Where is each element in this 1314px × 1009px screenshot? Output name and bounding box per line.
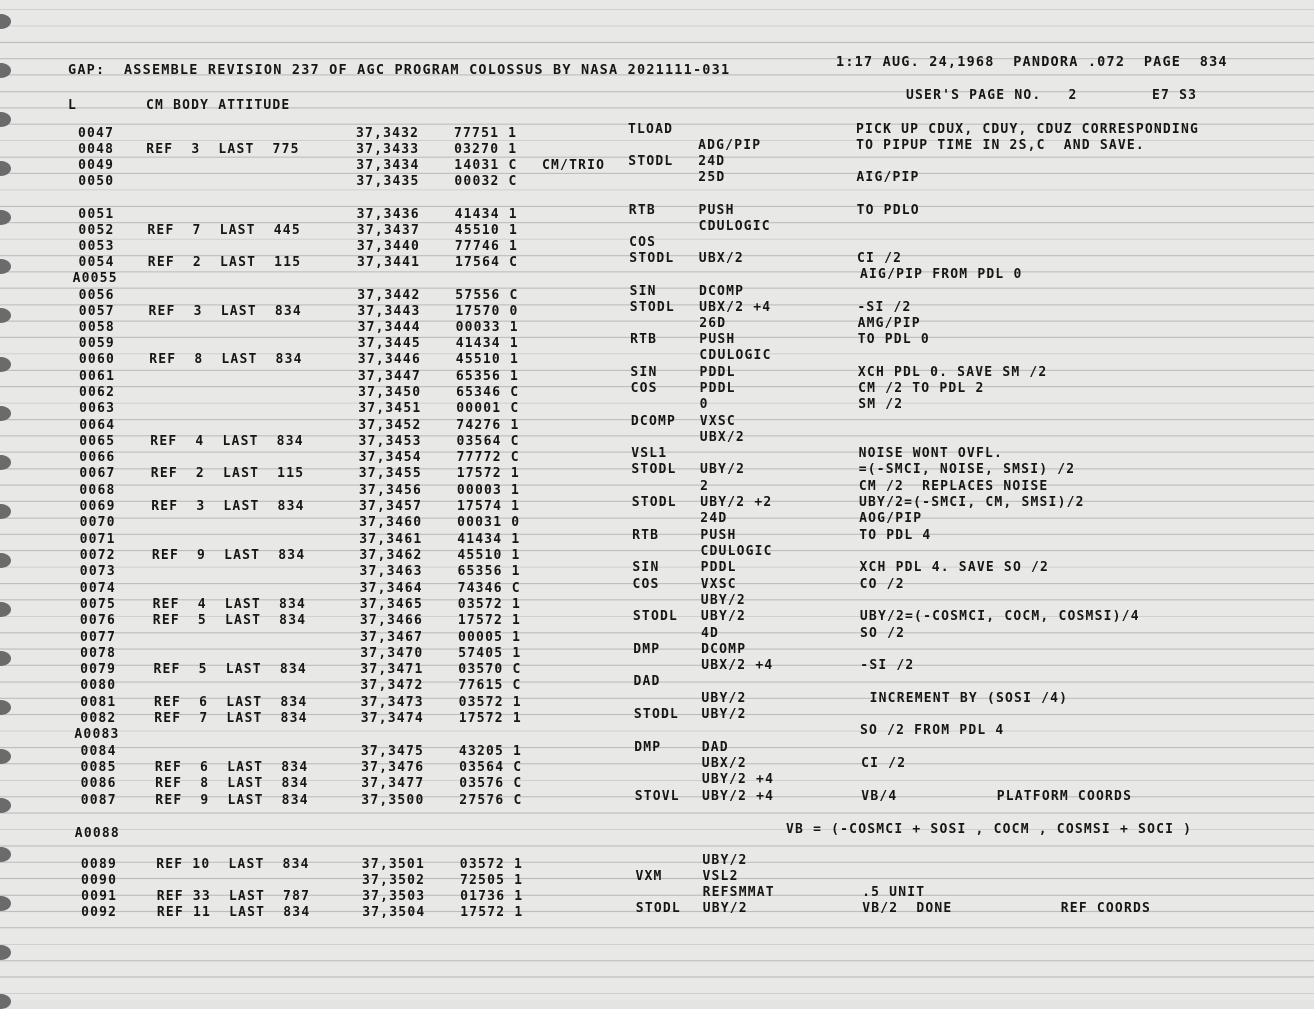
row-line-number: 0049 — [78, 158, 115, 173]
row-address: 37,3456 — [358, 483, 423, 498]
row-address: 37,3436 — [356, 207, 420, 222]
row-operand: VXSC — [699, 414, 736, 429]
row-address: 37,3472 — [360, 678, 424, 693]
row-address: 37,3464 — [359, 581, 423, 596]
row-comment: TO PDLO — [856, 203, 920, 218]
punch-hole — [0, 308, 11, 323]
row-line-number: 0084 — [80, 744, 117, 759]
row-operand: UBY/2 — [702, 901, 748, 916]
row-line-number: 0073 — [79, 564, 116, 579]
row-line-number: 0060 — [78, 352, 115, 367]
row-address: 37,3502 — [362, 873, 426, 888]
row-comment: UBY/2=(-SMCI, CM, SMSI)/2 — [859, 495, 1085, 510]
row-ref: REF 4 LAST 834 — [152, 597, 307, 612]
row-line-number: 0076 — [79, 613, 116, 628]
row-comment: INCREMENT BY (SOSI /4) — [860, 691, 1069, 706]
punch-hole — [0, 504, 11, 519]
row-line-number: 0063 — [79, 401, 116, 416]
row-operand: REFSMMAT — [702, 885, 775, 900]
row-address: 37,3444 — [357, 320, 421, 335]
row-opcode: STODL — [631, 495, 677, 510]
row-octal-word: 03564 C — [456, 434, 520, 449]
row-ref: REF 7 LAST 445 — [147, 223, 301, 238]
row-ref: REF 9 LAST 834 — [151, 548, 306, 563]
punch-hole — [0, 602, 11, 617]
row-opcode: STODL — [628, 154, 674, 169]
row-opcode: STODL — [635, 901, 681, 916]
row-address: 37,3432 — [356, 126, 420, 141]
row-address: 37,3477 — [361, 776, 425, 791]
section-title: CM BODY ATTITUDE — [146, 98, 291, 113]
row-ref: REF 9 LAST 834 — [155, 793, 309, 808]
row-octal-word: 14031 C — [454, 158, 518, 173]
row-operand: 24D — [698, 154, 726, 169]
row-operand: UBY/2 +4 — [702, 789, 775, 804]
row-comment: TO PDL 4 — [859, 528, 932, 543]
row-address: 37,3441 — [357, 255, 421, 270]
row-comment: SM /2 — [858, 397, 904, 412]
row-opcode: STOVL — [634, 789, 680, 804]
row-line-number: 0061 — [79, 369, 116, 384]
row-octal-word: 03572 1 — [458, 695, 522, 710]
row-line-number: 0075 — [79, 597, 116, 612]
row-address: 37,3457 — [359, 499, 423, 514]
row-address: 37,3475 — [360, 744, 425, 759]
punch-hole — [0, 161, 11, 176]
row-octal-word: 74276 1 — [456, 418, 520, 433]
row-line-number: 0048 — [78, 142, 115, 157]
punch-hole — [0, 14, 11, 29]
row-line-number: 0091 — [81, 889, 118, 904]
row-operand: VSL2 — [702, 869, 739, 884]
row-opcode: SIN — [629, 284, 657, 299]
row-comment: TO PIPUP TIME IN 2S,C AND SAVE. — [856, 138, 1145, 153]
row-address: 37,3450 — [358, 385, 422, 400]
row-ref: REF 6 LAST 834 — [154, 760, 309, 775]
row-octal-word: 45510 1 — [454, 223, 518, 238]
row-opcode: DAD — [633, 674, 661, 689]
row-operand: 0 — [699, 397, 709, 412]
row-comment: SO /2 FROM PDL 4 — [860, 723, 1005, 738]
row-octal-word: 65346 C — [456, 385, 520, 400]
punch-hole — [0, 700, 11, 715]
row-octal-word: 74346 C — [457, 581, 521, 596]
row-octal-word: 43205 1 — [458, 744, 523, 759]
row-opcode: COS — [632, 577, 660, 592]
row-address: 37,3453 — [358, 434, 422, 449]
row-address: 37,3461 — [359, 532, 423, 547]
row-address: 37,3445 — [357, 336, 421, 351]
row-address: 37,3471 — [360, 662, 424, 677]
row-line-number: 0079 — [80, 662, 117, 677]
row-line-number: A0055 — [72, 271, 118, 286]
row-line-number: 0057 — [78, 304, 115, 319]
row-address: 37,3447 — [357, 369, 422, 384]
row-operand: UBY/2 — [701, 691, 747, 706]
row-line-number: 0064 — [79, 418, 116, 433]
user-page-number: USER'S PAGE NO. 2 — [906, 88, 1078, 103]
row-comment: NOISE WONT OVFL. — [858, 446, 1004, 461]
row-opcode: DCOMP — [630, 414, 677, 429]
row-octal-word: 17572 1 — [460, 905, 524, 920]
row-opcode: SIN — [632, 560, 660, 575]
row-operand: UBY/2 +4 — [701, 772, 775, 787]
row-line-number: 0082 — [80, 711, 117, 726]
row-address: 37,3501 — [361, 857, 425, 872]
row-operand: DCOMP — [699, 284, 745, 299]
row-octal-word: 00003 1 — [456, 483, 521, 498]
row-address: 37,3474 — [360, 711, 424, 726]
row-comment: -SI /2 — [860, 658, 915, 673]
punch-hole — [0, 994, 11, 1009]
row-comment: XCH PDL 0. SAVE SM /2 — [857, 365, 1048, 380]
row-address: 37,3500 — [361, 793, 425, 808]
punch-hole — [0, 210, 11, 225]
row-address: 37,3470 — [360, 646, 424, 661]
row-line-number: 0070 — [79, 515, 116, 530]
row-address: 37,3476 — [361, 760, 425, 775]
row-address: 37,3434 — [356, 158, 420, 173]
punch-hole — [0, 798, 11, 813]
row-line-number: 0052 — [78, 223, 115, 238]
row-line-number: 0051 — [78, 207, 115, 222]
row-operand: 24D — [700, 511, 728, 526]
row-operand: UBX/2 +4 — [701, 658, 774, 673]
row-address: 37,3467 — [360, 630, 424, 645]
row-address: 37,3440 — [356, 239, 421, 254]
row-line-number: 0047 — [78, 126, 115, 141]
row-comment: CI /2 — [861, 756, 907, 771]
row-octal-word: 57556 C — [455, 288, 519, 303]
row-octal-word: 45510 1 — [455, 352, 519, 367]
row-octal-word: 03576 C — [459, 776, 523, 791]
row-line-number: 0071 — [79, 532, 116, 547]
row-line-number: A0088 — [74, 826, 120, 841]
row-octal-word: 03572 1 — [457, 597, 521, 612]
row-operand: DCOMP — [701, 642, 747, 657]
row-operand: 26D — [699, 316, 727, 331]
row-ref: REF 8 LAST 834 — [155, 776, 309, 791]
row-line-number: 0080 — [80, 678, 117, 693]
row-octal-word: 17574 1 — [457, 499, 521, 514]
row-address: 37,3454 — [358, 450, 422, 465]
punch-hole — [0, 259, 11, 274]
row-opcode: RTB — [630, 332, 658, 347]
row-ref: REF 5 LAST 834 — [153, 662, 307, 677]
row-line-number: 0087 — [80, 793, 117, 808]
row-comment: =(-SMCI, NOISE, SMSI) /2 — [858, 462, 1076, 477]
row-opcode: COS — [630, 381, 658, 396]
punch-hole — [0, 945, 11, 960]
row-line-number: 0090 — [81, 873, 118, 888]
row-line-number: 0054 — [78, 255, 115, 270]
row-operand: UBX/2 +4 — [699, 300, 772, 315]
row-octal-word: 03270 1 — [454, 142, 518, 157]
row-comment: AOG/PIP — [859, 511, 923, 526]
row-line-number: 0068 — [79, 483, 116, 498]
row-line-number: 0085 — [80, 760, 117, 775]
row-operand: PUSH — [700, 528, 737, 543]
row-comment: CM /2 REPLACES NOISE — [858, 479, 1049, 494]
row-comment: UBY/2=(-COSMCI, COCM, COSMSI)/4 — [859, 609, 1140, 624]
row-octal-word: 03570 C — [458, 662, 522, 677]
row-opcode: RTB — [632, 528, 660, 543]
row-line-number: 0069 — [79, 499, 116, 514]
row-line-number: 0059 — [78, 336, 115, 351]
punch-hole — [0, 406, 11, 421]
row-address: 37,3463 — [359, 564, 423, 579]
row-ref: REF 11 LAST 834 — [156, 905, 311, 920]
row-address: 37,3437 — [356, 223, 420, 238]
row-octal-word: 77751 1 — [454, 126, 518, 141]
row-opcode: RTB — [628, 203, 656, 218]
row-octal-word: 00032 C — [454, 174, 518, 189]
row-opcode: STODL — [633, 707, 680, 722]
row-octal-word: 17572 1 — [457, 613, 522, 628]
punch-hole — [0, 749, 11, 764]
punch-hole — [0, 112, 11, 127]
row-comment: AIG/PIP FROM PDL 0 — [860, 267, 1023, 282]
punch-hole — [0, 63, 11, 78]
row-octal-word: 03572 1 — [459, 857, 523, 872]
row-operand: UBY/2 — [700, 609, 747, 624]
row-address: 37,3443 — [357, 304, 421, 319]
row-comment: CI /2 — [857, 251, 903, 266]
row-ref: REF 3 LAST 834 — [148, 304, 302, 319]
row-octal-word: 77615 C — [458, 678, 522, 693]
row-opcode: DMP — [634, 740, 662, 755]
punch-hole — [0, 651, 11, 666]
row-opcode: TLOAD — [628, 122, 674, 137]
row-line-number: 0089 — [80, 857, 117, 872]
row-address: 37,3433 — [356, 142, 420, 157]
row-comment: -SI /2 — [857, 300, 912, 315]
row-operand: UBY/2 — [701, 707, 747, 722]
row-comment: CM /2 TO PDL 2 — [858, 381, 985, 396]
row-address: 37,3451 — [358, 401, 422, 416]
row-address: 37,3435 — [356, 174, 420, 189]
row-octal-word: 00005 1 — [458, 630, 522, 645]
row-octal-word: 41434 1 — [454, 207, 518, 222]
row-line-number: 0078 — [80, 646, 117, 661]
listing-timestamp-page: 1:17 AUG. 24,1968 PANDORA .072 PAGE 834 — [836, 54, 1228, 70]
row-octal-word: 65356 1 — [457, 564, 521, 579]
row-address: 37,3455 — [358, 466, 422, 481]
row-line-number: 0081 — [80, 695, 117, 710]
row-operand: PUSH — [699, 332, 736, 347]
row-address: 37,3503 — [362, 889, 426, 904]
row-opcode: SIN — [630, 365, 658, 380]
row-operand: PUSH — [698, 203, 735, 218]
row-opcode: STODL — [632, 609, 679, 624]
row-line-number: 0062 — [79, 385, 116, 400]
row-octal-word: 17572 1 — [458, 711, 522, 726]
row-comment: AIG/PIP — [856, 170, 920, 185]
row-operand: DAD — [701, 740, 729, 755]
page-code: E7 S3 — [1152, 88, 1198, 103]
row-ref: REF 2 LAST 115 — [147, 255, 302, 270]
row-address: 37,3473 — [360, 695, 424, 710]
row-ref: REF 3 LAST 775 — [146, 142, 300, 157]
row-octal-word: 00001 C — [456, 401, 520, 416]
row-opcode: DMP — [633, 642, 661, 657]
row-octal-word: 17570 0 — [455, 304, 519, 319]
row-line-number: 0077 — [80, 630, 117, 645]
row-opcode: VSL1 — [631, 446, 668, 461]
row-line-number: 0065 — [79, 434, 116, 449]
row-operand: CDULOGIC — [699, 348, 772, 363]
row-octal-word: 17572 1 — [456, 466, 520, 481]
row-ref: REF 4 LAST 834 — [150, 434, 304, 449]
row-ref: REF 5 LAST 834 — [152, 613, 307, 628]
row-opcode: STODL — [631, 462, 677, 477]
row-comment: VB/4 PLATFORM COORDS — [861, 789, 1133, 804]
row-operand: PDDL — [699, 381, 736, 396]
punch-hole — [0, 847, 11, 862]
row-operand: ADG/PIP — [698, 138, 762, 153]
row-address: 37,3504 — [362, 905, 426, 920]
listing-title: GAP: ASSEMBLE REVISION 237 OF AGC PROGRAM COLOSSUS BY NASA 2021111-031 — [68, 62, 731, 78]
row-operand: UBX/2 — [699, 430, 745, 445]
row-address: 37,3442 — [357, 288, 421, 303]
row-address: 37,3452 — [358, 418, 422, 433]
tractor-feed-holes — [0, 0, 16, 1000]
section-code: L — [68, 98, 78, 113]
row-octal-word: 45510 1 — [457, 548, 521, 563]
row-octal-word: 03564 C — [459, 760, 523, 775]
row-address: 37,3466 — [359, 613, 424, 628]
row-operand: UBY/2 +2 — [700, 495, 773, 510]
row-octal-word: 41434 1 — [457, 532, 521, 547]
row-octal-word: 41434 1 — [455, 336, 519, 351]
row-ref: REF 7 LAST 834 — [154, 711, 308, 726]
row-operand: 2 — [700, 479, 710, 494]
row-line-number: A0083 — [74, 727, 120, 742]
row-line-number: 0067 — [79, 466, 116, 481]
row-ref: REF 6 LAST 834 — [154, 695, 308, 710]
row-octal-word: 77746 1 — [454, 239, 519, 254]
row-line-number: 0050 — [78, 174, 115, 189]
row-octal-word: 57405 1 — [458, 646, 522, 661]
row-octal-word: 00033 1 — [455, 320, 519, 335]
row-line-number: 0056 — [78, 288, 115, 303]
row-operand: UBY/2 — [700, 462, 746, 477]
row-line-number: 0072 — [79, 548, 116, 563]
row-ref: REF 33 LAST 787 — [156, 889, 311, 904]
row-operand: UBY/2 — [700, 593, 746, 608]
row-octal-word: 77772 C — [456, 450, 520, 465]
row-opcode: STODL — [629, 251, 675, 266]
row-operand: UBY/2 — [702, 853, 748, 868]
row-address: 37,3462 — [359, 548, 423, 563]
punch-hole — [0, 896, 11, 911]
row-address: 37,3465 — [359, 597, 423, 612]
row-comment: CO /2 — [859, 577, 905, 592]
row-line-number: 0058 — [78, 320, 115, 335]
row-line-number: 0074 — [79, 581, 116, 596]
punch-hole — [0, 455, 11, 470]
row-line-number: 0086 — [80, 776, 117, 791]
row-ref: REF 8 LAST 834 — [149, 352, 303, 367]
row-comment: TO PDL 0 — [857, 332, 930, 347]
row-comment: VB = (-COSMCI + SOSI , COCM , COSMSI + SOCI ) — [786, 822, 1193, 837]
row-operand: 4D — [701, 626, 720, 641]
row-opcode: COS — [629, 235, 657, 250]
punch-hole — [0, 553, 11, 568]
row-opcode: VXM — [635, 869, 663, 884]
row-opcode: STODL — [629, 300, 675, 315]
row-operand: 25D — [698, 170, 726, 185]
row-operand: CDULOGIC — [698, 219, 771, 234]
row-operand: CDULOGIC — [700, 544, 773, 559]
row-ref: REF 3 LAST 834 — [151, 499, 305, 514]
row-line-number: 0053 — [78, 239, 115, 254]
row-operand: VXSC — [700, 577, 737, 592]
row-ref: REF 2 LAST 115 — [150, 466, 305, 481]
row-line-number: 0092 — [81, 905, 118, 920]
row-comment: XCH PDL 4. SAVE SO /2 — [859, 560, 1050, 575]
row-operand: UBX/2 — [698, 251, 744, 266]
row-octal-word: 00031 0 — [457, 515, 521, 530]
row-octal-word: 65356 1 — [455, 369, 520, 384]
row-comment: VB/2 DONE REF COORDS — [862, 901, 1152, 916]
row-comment: AMG/PIP — [857, 316, 921, 331]
row-operand: PDDL — [699, 365, 736, 380]
row-operand: UBX/2 — [701, 756, 747, 771]
row-ref: REF 10 LAST 834 — [156, 857, 310, 872]
row-address: 37,3446 — [357, 352, 421, 367]
row-label: CM/TRIO — [542, 158, 606, 173]
row-line-number: 0066 — [79, 450, 116, 465]
row-operand: PDDL — [700, 560, 737, 575]
row-octal-word: 72505 1 — [460, 873, 524, 888]
row-octal-word: 27576 C — [459, 793, 523, 808]
row-comment: .5 UNIT — [862, 885, 926, 900]
row-octal-word: 01736 1 — [460, 889, 524, 904]
punch-hole — [0, 357, 11, 372]
row-comment: PICK UP CDUX, CDUY, CDUZ CORRESPONDING — [856, 122, 1200, 137]
row-comment: SO /2 — [860, 626, 906, 641]
row-octal-word: 17564 C — [455, 255, 519, 270]
row-address: 37,3460 — [359, 515, 423, 530]
